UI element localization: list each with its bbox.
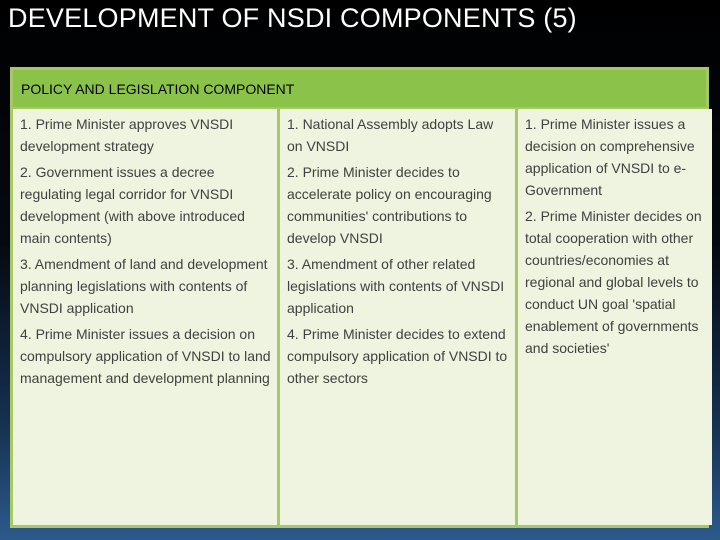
table-cell: 3. Amendment of land and development planning legislations with contents of VNSDI application — [20, 256, 268, 316]
table-cell: 3. Amendment of other related legislations with contents of VNSDI application — [287, 256, 505, 316]
table-column-1 — [13, 109, 277, 525]
table-cell: 4. Prime Minister decides to extend compulsory application of VNSDI to other sectors — [287, 326, 508, 386]
table-header: POLICY AND LEGISLATION COMPONENT — [13, 70, 706, 109]
table-cell: 1. Prime Minister approves VNSDI development strategy — [20, 116, 234, 154]
slide-title: DEVELOPMENT OF NSDI COMPONENTS (5) — [8, 3, 577, 33]
table-column-2 — [280, 109, 515, 525]
table-cell: 2. Prime Minister decides to accelerate policy on encouraging communities' contributions to develop VNSDI — [287, 164, 492, 246]
table-cell: 4. Prime Minister issues a decision on compulsory application of VNSDI to land management and development planning — [20, 326, 271, 386]
table-column-3 — [518, 109, 712, 525]
policy-legislation-table — [10, 67, 709, 528]
table-cell: 2. Government issues a decree regulating legal corridor for VNSDI development (with above introduced main contents) — [20, 164, 245, 246]
table-cell: 2. Prime Minister decides on total cooperation with other countries/economies at regional and global levels to conduct UN goal 'spatial enablement of governments and societies' — [525, 208, 702, 356]
table-body — [13, 109, 706, 525]
table-cell: 1. National Assembly adopts Law on VNSDI — [287, 116, 494, 154]
table-cell: 1. Prime Minister issues a decision on comprehensive application of VNSDI to e-Government — [525, 116, 695, 198]
